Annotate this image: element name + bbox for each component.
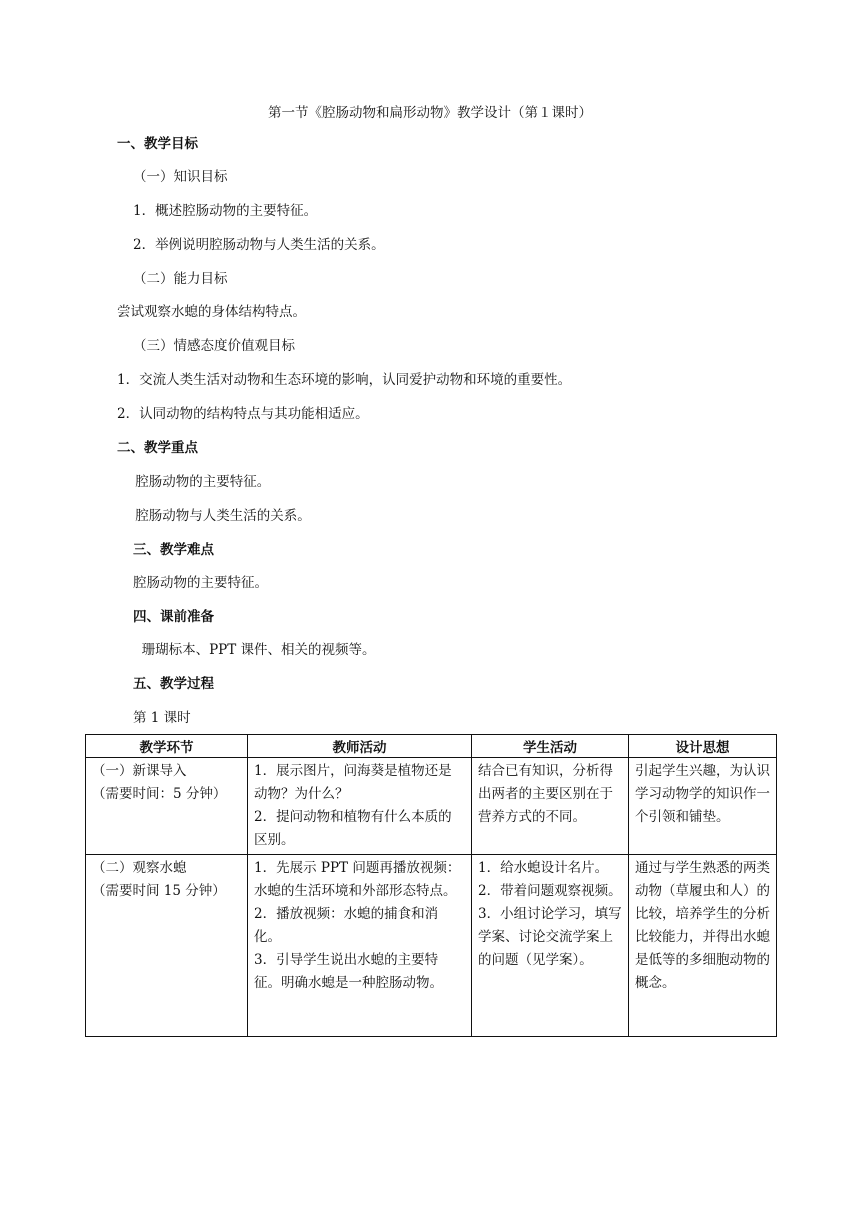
cell-design-idea bbox=[629, 855, 777, 1037]
teaching-difficulty-1: 腔肠动物的主要特征。 bbox=[133, 575, 268, 591]
student-activity-item: 3．小组讨论学习，填写学案、讨论交流学案上的问题（见学案）。 bbox=[478, 906, 622, 968]
knowledge-objective-2: 2．举例说明腔肠动物与人类生活的关系。 bbox=[133, 237, 385, 253]
design-idea-text: 引起学生兴趣，为认识学习动物学的知识作一个引领和铺垫。 bbox=[635, 763, 770, 825]
teacher-activity-item: 2．提问动物和植物有什么本质的区别。 bbox=[254, 809, 452, 848]
subheading-knowledge-objectives: （一）知识目标 bbox=[133, 169, 228, 185]
heading-teaching-difficulty: 三、教学难点 bbox=[133, 542, 214, 558]
student-activity-item: 结合已有知识，分析得出两者的主要区别在于营养方式的不同。 bbox=[478, 763, 613, 825]
table-row bbox=[86, 758, 777, 855]
cell-teacher-activity bbox=[248, 758, 472, 855]
cell-stage bbox=[86, 758, 248, 855]
table-row bbox=[86, 855, 777, 1037]
heading-teaching-focus: 二、教学重点 bbox=[117, 440, 198, 456]
stage-line: （一）新课导入 bbox=[92, 763, 187, 779]
attitude-objective-1: 1．交流人类生活对动物和生态环境的影响，认同爱护动物和环境的重要性。 bbox=[117, 372, 572, 388]
cell-student-activity bbox=[472, 855, 629, 1037]
cell-stage bbox=[86, 855, 248, 1037]
student-activity-item: 1．给水螅设计名片。 bbox=[478, 860, 609, 876]
cell-student-activity bbox=[472, 758, 629, 855]
teaching-focus-2: 腔肠动物与人类生活的关系。 bbox=[131, 508, 311, 524]
heading-teaching-objectives: 一、教学目标 bbox=[117, 136, 198, 152]
subheading-ability-objectives: （二）能力目标 bbox=[133, 271, 228, 287]
ability-objective-1: 尝试观察水螅的身体结构特点。 bbox=[117, 304, 306, 320]
knowledge-objective-1: 1．概述腔肠动物的主要特征。 bbox=[133, 203, 318, 219]
design-idea-text: 通过与学生熟悉的两类动物（草履虫和人）的比较，培养学生的分析比较能力，并得出水螅是低等的多细胞动物的概念。 bbox=[635, 860, 770, 991]
document-title: 第一节《腔肠动物和扁形动物》教学设计（第１课时） bbox=[268, 105, 592, 121]
teaching-focus-1: 腔肠动物的主要特征。 bbox=[131, 474, 271, 490]
heading-preparation: 四、课前准备 bbox=[133, 609, 214, 625]
stage-line: （需要时间：5 分钟） bbox=[92, 786, 227, 802]
cell-design-idea bbox=[629, 758, 777, 855]
stage-line: （二）观察水螅 bbox=[92, 860, 187, 876]
column-header-design-idea: 设计思想 bbox=[629, 735, 777, 758]
cell-teacher-activity bbox=[248, 855, 472, 1037]
heading-teaching-process: 五、教学过程 bbox=[133, 676, 214, 692]
teacher-activity-item: 1．展示图片，问海葵是植物还是动物？为什么？ bbox=[254, 763, 452, 802]
subheading-attitude-objectives: （三）情感态度价值观目标 bbox=[133, 338, 295, 354]
column-header-teacher-activity: 教师活动 bbox=[248, 735, 472, 758]
column-header-stage: 教学环节 bbox=[86, 735, 248, 758]
teacher-activity-item: 3．引导学生说出水螅的主要特征。明确水螅是一种腔肠动物。 bbox=[254, 952, 443, 991]
preparation-1: 珊瑚标本、PPT 课件、相关的视频等。 bbox=[133, 642, 376, 658]
attitude-objective-2: 2．认同动物的结构特点与其功能相适应。 bbox=[117, 406, 369, 422]
stage-line: （需要时间 15 分钟） bbox=[92, 883, 226, 899]
column-header-student-activity: 学生活动 bbox=[472, 735, 629, 758]
teacher-activity-item: 2．播放视频：水螅的捕食和消化。 bbox=[254, 906, 439, 945]
lesson-process-table bbox=[85, 734, 777, 1037]
student-activity-item: 2．带着问题观察视频。 bbox=[478, 883, 622, 899]
teacher-activity-item: 1．先展示 PPT 问题再播放视频：水螅的生活环境和外部形态特点。 bbox=[254, 860, 461, 899]
lesson-period-label: 第 1 课时 bbox=[133, 710, 191, 726]
table-header-row bbox=[86, 735, 777, 758]
